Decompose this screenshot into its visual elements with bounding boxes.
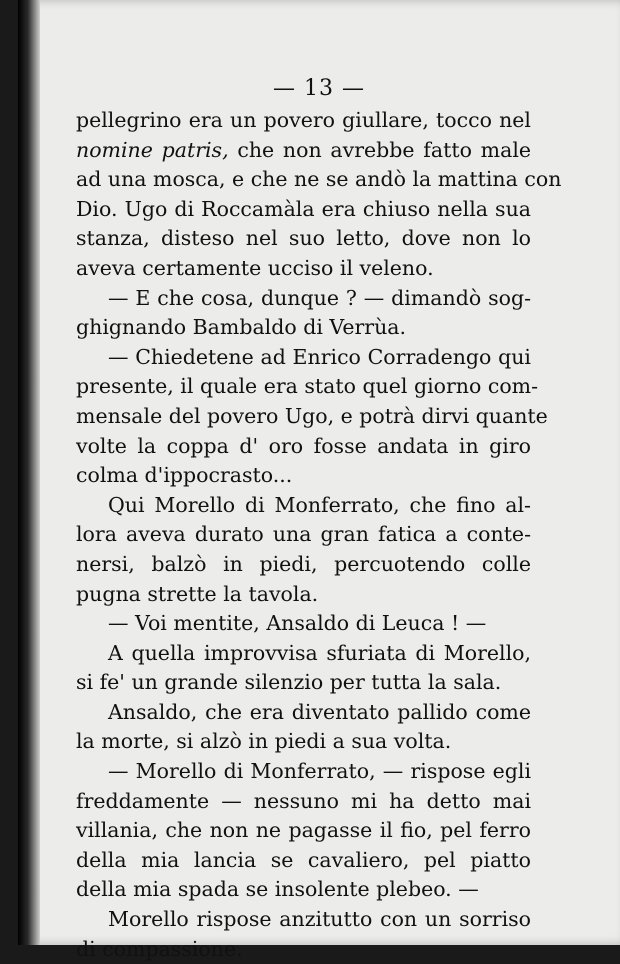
text-line: colma d'ippocrasto...	[76, 463, 293, 488]
text-line: ad una mosca, e che ne se andò la mattina con	[76, 167, 562, 192]
text-line: A quella improvvisa sfuriata di Morello,	[108, 640, 531, 665]
book-page	[18, 0, 620, 961]
page-binding-shadow	[18, 0, 40, 945]
text-line: — Chiedetene ad Enrico Corradengo qui	[108, 344, 531, 369]
text-line: presente, il quale era stato quel giorno com-	[76, 374, 539, 399]
text-line: — E che cosa, dunque ? — dimandò sog-	[108, 285, 531, 310]
text-line: di compassione.	[76, 936, 243, 961]
italic-phrase: nomine patris,	[76, 137, 229, 162]
text-line: villania, che non ne pagasse il fio, pel ferro	[76, 818, 531, 843]
text-line: freddamente — nessuno mi ha detto mai	[76, 788, 531, 813]
text-line: pugna strette la tavola.	[76, 581, 319, 606]
text-line: — Voi mentite, Ansaldo di Leuca ! —	[108, 611, 487, 636]
text-line: Ansaldo, che era diventato pallido come	[108, 699, 531, 724]
text-line-rest: che non avrebbe fatto male	[228, 137, 532, 162]
text-line: aveva certamente ucciso il veleno.	[76, 255, 434, 280]
text-line: della mia lancia se cavaliero, pel piatto	[76, 847, 531, 872]
text-line: Morello rispose anzitutto con un sorriso	[108, 907, 531, 932]
text-line: ghignando Bambaldo di Verrùa.	[76, 315, 407, 340]
text-line: Dio. Ugo di Roccamàla era chiuso nella sua	[76, 196, 531, 221]
text-line: mensale del povero Ugo, e potrà dirvi quante	[76, 403, 548, 428]
text-line: stanza, disteso nel suo letto, dove non lo	[76, 226, 531, 251]
text-line: si fe' un grande silenzio per tutta la sala.	[76, 670, 502, 695]
text-line: lora aveva durato una gran fatica a conte-	[76, 522, 531, 547]
body-text	[76, 106, 562, 964]
text-line	[76, 136, 531, 166]
text-line: pellegrino era un povero giullare, tocco nel	[76, 108, 531, 132]
text-line: della mia spada se insolente plebeo. —	[76, 877, 479, 902]
text-line: la morte, si alzò in piedi a sua volta.	[76, 729, 452, 754]
text-line: volte la coppa d' oro fosse andata in giro	[76, 433, 531, 458]
text-line: nersi, balzò in piedi, percuotendo colle	[76, 551, 531, 576]
text-line: — Morello di Monferrato, — rispose egli	[108, 759, 531, 784]
text-line: Qui Morello di Monferrato, che fino al-	[108, 492, 531, 517]
page-number: — 13 —	[273, 76, 365, 101]
